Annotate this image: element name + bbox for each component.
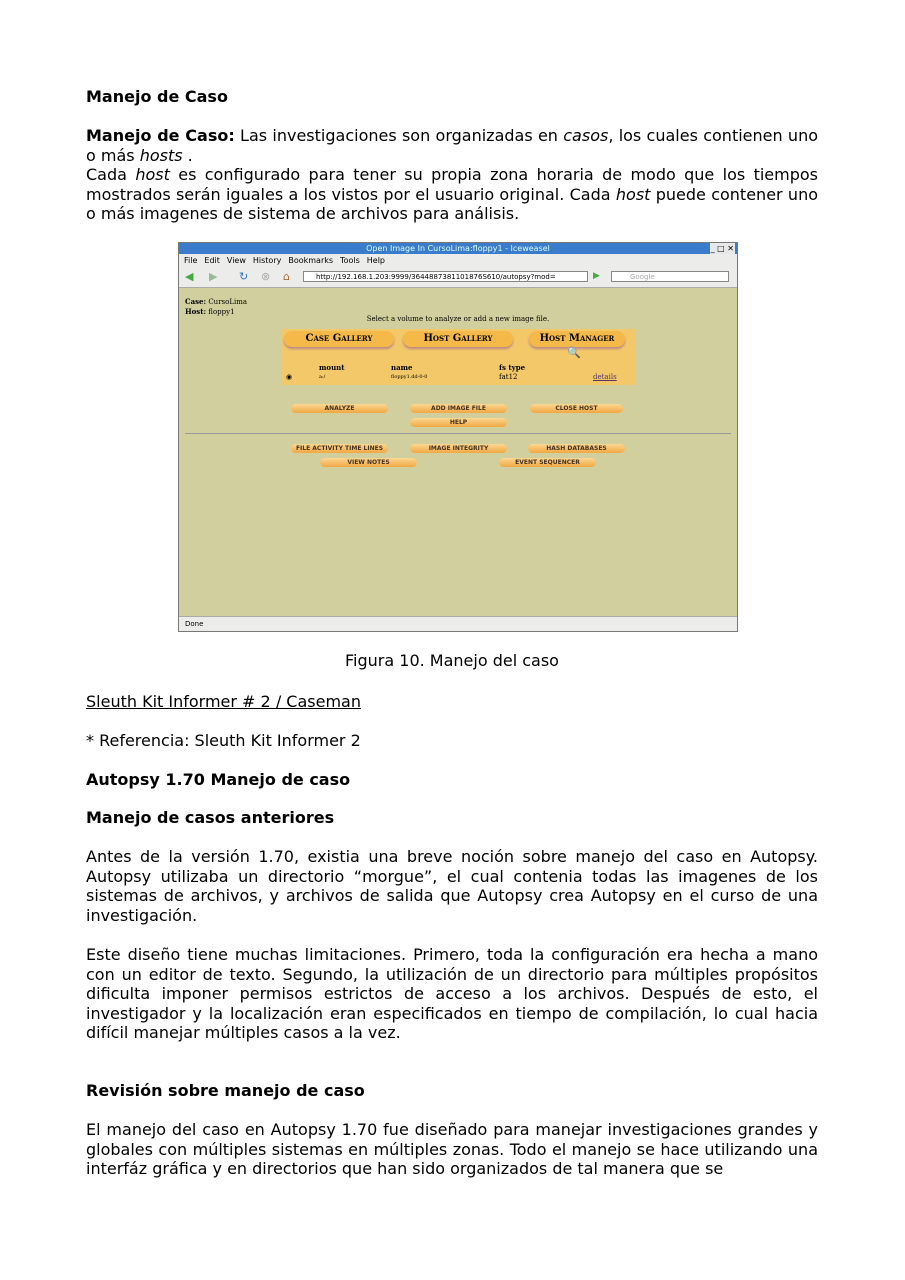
analyze-button[interactable]: ANALYZE <box>291 404 388 413</box>
case-label: Case: <box>185 297 207 306</box>
go-icon[interactable]: ▶ <box>593 271 600 281</box>
volume-radio[interactable]: ◉ <box>286 373 293 381</box>
row-fs-type: fat12 <box>499 373 518 381</box>
forward-icon[interactable]: ▶ <box>209 270 218 283</box>
add-image-file-button[interactable]: ADD IMAGE FILE <box>410 404 507 413</box>
italic-term: hosts <box>139 145 183 165</box>
divider <box>185 433 731 434</box>
text: , los cuales contienen uno o más <box>86 126 819 165</box>
instruction-text: Select a volume to analyze or add a new image file. <box>366 315 550 323</box>
row-mount: a:/ <box>319 374 326 380</box>
close-host-button[interactable]: CLOSE HOST <box>530 404 623 413</box>
event-sequencer-button[interactable]: EVENT SEQUENCER <box>499 458 596 467</box>
menu-tools[interactable]: Tools <box>340 256 360 265</box>
heading-previous: Manejo de casos anteriores <box>86 808 335 827</box>
reference-text: * Referencia: Sleuth Kit Informer 2 <box>86 731 361 750</box>
window-title: Open Image In CursoLima:floppy1 - Iceweasel <box>366 244 550 253</box>
reload-icon[interactable]: ↻ <box>239 270 249 283</box>
paragraph-intro <box>86 126 818 224</box>
tab-case-gallery[interactable]: Case Gallery <box>284 331 394 347</box>
bold-term: Manejo de Caso: <box>86 126 235 145</box>
figure-caption: Figura 10. Manejo del caso <box>345 651 559 670</box>
menu-history[interactable]: History <box>252 256 282 265</box>
reference-link-line <box>86 692 818 712</box>
paragraph-review: El manejo del caso en Autopsy 1.70 fue diseñado para manejar investigaciones grandes y globales con múltiples sistemas en múltiples zonas. Todo el manejo se hace utilizando una interfáz gráfica y en directorios que han sido organizados de tal manera que se <box>86 1120 818 1178</box>
status-bar: Done <box>179 616 737 631</box>
col-name: name <box>391 363 413 372</box>
file-activity-button[interactable]: FILE ACTIVITY TIME LINES <box>291 444 388 453</box>
case-info <box>185 297 247 317</box>
menu-file[interactable]: File <box>184 256 198 265</box>
host-label: Host: <box>185 307 207 316</box>
heading-review: Revisión sobre manejo de caso <box>86 1081 365 1100</box>
text: Las investigaciones son organizadas en <box>234 126 564 145</box>
magnifier-icon: 🔍 <box>567 346 581 359</box>
url-input[interactable]: http://192.168.1.203:9999/3644887381101876S610/autopsy?mod= <box>303 271 588 282</box>
case-value: CursoLima <box>208 298 248 306</box>
italic-term: host <box>615 184 651 204</box>
back-icon[interactable]: ◀ <box>185 270 194 283</box>
text: Cada <box>86 165 136 184</box>
tab-host-gallery[interactable]: Host Gallery <box>403 331 513 347</box>
tab-host-manager[interactable]: Host Manager <box>529 331 625 347</box>
nav-toolbar <box>179 267 737 288</box>
menu-edit[interactable]: Edit <box>204 256 220 265</box>
text: es configurado para tener su propia zona horaria de modo que los tiempos mostrados serán iguales a los vistos por el usuario original. Cada <box>86 165 818 204</box>
col-mount: mount <box>319 363 345 372</box>
menu-help[interactable]: Help <box>366 256 386 265</box>
hash-databases-button[interactable]: HASH DATABASES <box>528 444 625 453</box>
italic-term: casos <box>563 126 609 145</box>
text: . <box>182 145 193 165</box>
help-button[interactable]: HELP <box>410 418 507 427</box>
row-name: floppy1.dd-0-0 <box>391 374 428 380</box>
image-integrity-button[interactable]: IMAGE INTEGRITY <box>410 444 507 453</box>
browser-title-bar <box>179 243 737 254</box>
italic-term: host <box>135 165 170 184</box>
stop-icon[interactable]: ⊗ <box>261 270 271 283</box>
menu-bar <box>179 254 737 267</box>
window-controls[interactable]: _ □ ✕ <box>710 244 734 253</box>
paragraph-previous: Antes de la versión 1.70, existia una breve noción sobre manejo del caso en Autopsy. Autopsy utilizaba un directorio “morgue”, el cual contenia todas las imagenes de los sistemas de archivos, y archivos de salida que Autopsy crea Autopsy en el curso de una investigación. <box>86 847 818 925</box>
volume-table <box>281 361 636 385</box>
menu-view[interactable]: View <box>226 256 246 265</box>
heading-text: Manejo de Caso <box>86 87 228 106</box>
heading-autopsy: Autopsy 1.70 Manejo de caso <box>86 770 351 789</box>
menu-bookmarks[interactable]: Bookmarks <box>288 256 334 265</box>
view-notes-button[interactable]: VIEW NOTES <box>320 458 417 467</box>
host-value: floppy1 <box>208 308 235 316</box>
search-input[interactable]: Google <box>611 271 729 282</box>
col-fs-type: fs type <box>499 363 526 372</box>
text: puede contener uno o más imagenes de sistema de archivos para análisis. <box>86 184 818 223</box>
informer-link[interactable]: Sleuth Kit Informer # 2 / Caseman <box>86 692 361 711</box>
paragraph-limitations: Este diseño tiene muchas limitaciones. Primero, toda la configuración era hecha a mano con un editor de texto. Segundo, la utilización de un directorio para múltiples propósitos dificulta imponer permisos estrictos de acceso a los archivos. Después de esto, el investigador y la localización eran especificados en tiempo de compilación, lo cual hacia difícil manejar múltiples casos a la vez. <box>86 945 818 1042</box>
details-link[interactable]: details <box>593 373 617 381</box>
browser-screenshot <box>178 242 738 632</box>
home-icon[interactable]: ⌂ <box>283 270 290 283</box>
section-heading <box>86 87 818 107</box>
